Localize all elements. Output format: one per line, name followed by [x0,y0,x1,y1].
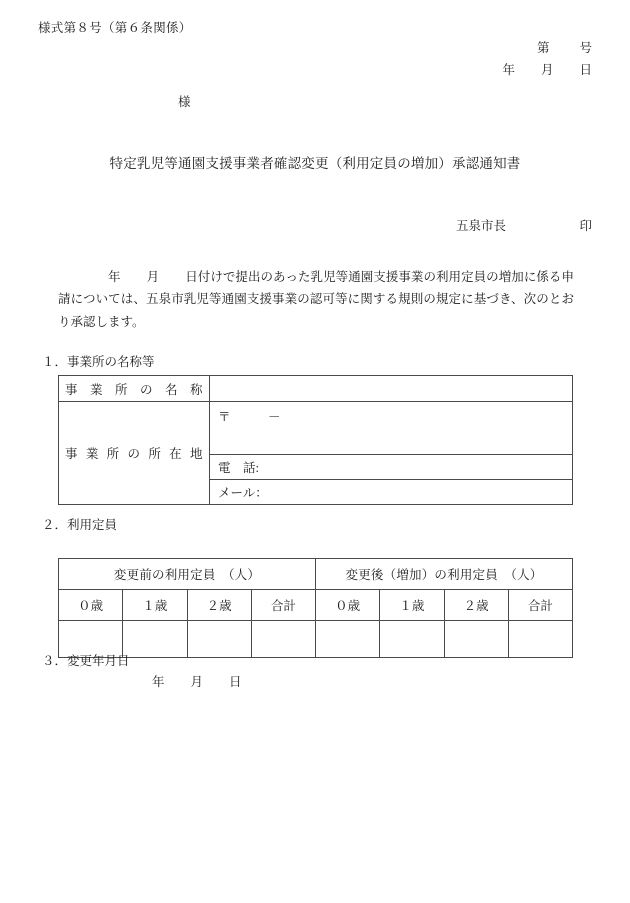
document-title: 特定乳児等通園支援事業者確認変更（利用定員の増加）承認通知書 [109,156,521,171]
age-header-before-total: 合計 [251,590,315,621]
body-sentence: 付けで提出のあった乳児等通園支援事業の利用定員の増加に係る申請については、五泉市乳児等通園支援事業の認可等に関する規則の規定に基づき、次のとおり承認します。 [58,270,574,329]
body-date-day: 日 [185,270,198,284]
document-number-line [537,38,592,56]
document-date-year: 年 [502,63,515,77]
change-date-year: 年 [152,675,165,689]
office-info-table [58,375,573,505]
capacity-group-before: 変更前の利用定員 （人） [59,559,316,590]
office-address-label: 事業所の所在地 [59,402,210,505]
document-number-suffix: 号 [579,41,592,55]
section-1-heading: １．事業所の名称等 [42,355,155,369]
body-date-month: 月 [146,270,160,284]
seal-mark: 印 [579,219,592,233]
age-header-before-2: ２歳 [187,590,251,621]
capacity-table [58,558,573,658]
age-header-after-1: １歳 [380,590,444,621]
table-row [59,402,573,455]
age-header-before-0: ０歳 [59,590,123,621]
document-number-label: 第 [536,41,550,55]
issuer-line [0,216,592,234]
document-date-month: 月 [540,63,554,77]
capacity-cell-before-1[interactable] [123,621,187,658]
capacity-cell-after-1[interactable] [380,621,444,658]
capacity-cell-after-2[interactable] [444,621,508,658]
capacity-age-header-row [59,590,573,621]
document-date-line [502,60,592,78]
table-row [59,621,573,658]
office-postal-value[interactable]: 〒 － [210,402,573,455]
form-number: 様式第８号（第６条関係） [38,21,192,35]
age-header-after-2: ２歳 [444,590,508,621]
office-name-label: 事業所の名称 [59,376,210,402]
capacity-cell-before-total[interactable] [251,621,315,658]
change-date-month: 月 [190,675,204,689]
section-2-heading: ２．利用定員 [42,518,118,532]
change-date-line [152,672,242,690]
body-paragraph [58,266,574,333]
capacity-cell-before-2[interactable] [187,621,251,658]
addressee-honorific: 様 [178,95,191,109]
capacity-group-after: 変更後（増加）の利用定員 （人） [316,559,573,590]
capacity-cell-after-total[interactable] [508,621,572,658]
capacity-group-header-row [59,559,573,590]
table-row [59,376,573,402]
age-header-before-1: １歳 [123,590,187,621]
age-header-after-0: ０歳 [316,590,380,621]
change-date-day: 日 [229,675,242,689]
age-header-after-total: 合計 [508,590,572,621]
section-3-heading: ３．変更年月日 [42,654,130,668]
document-date-day: 日 [579,63,592,77]
office-name-value[interactable] [210,376,573,402]
office-mail-value[interactable]: メール： [210,480,573,505]
issuer-name: 五泉市長 [455,219,506,233]
office-tel-value[interactable]: 電 話: [210,455,573,480]
capacity-cell-after-0[interactable] [316,621,380,658]
body-date-year: 年 [108,270,121,284]
